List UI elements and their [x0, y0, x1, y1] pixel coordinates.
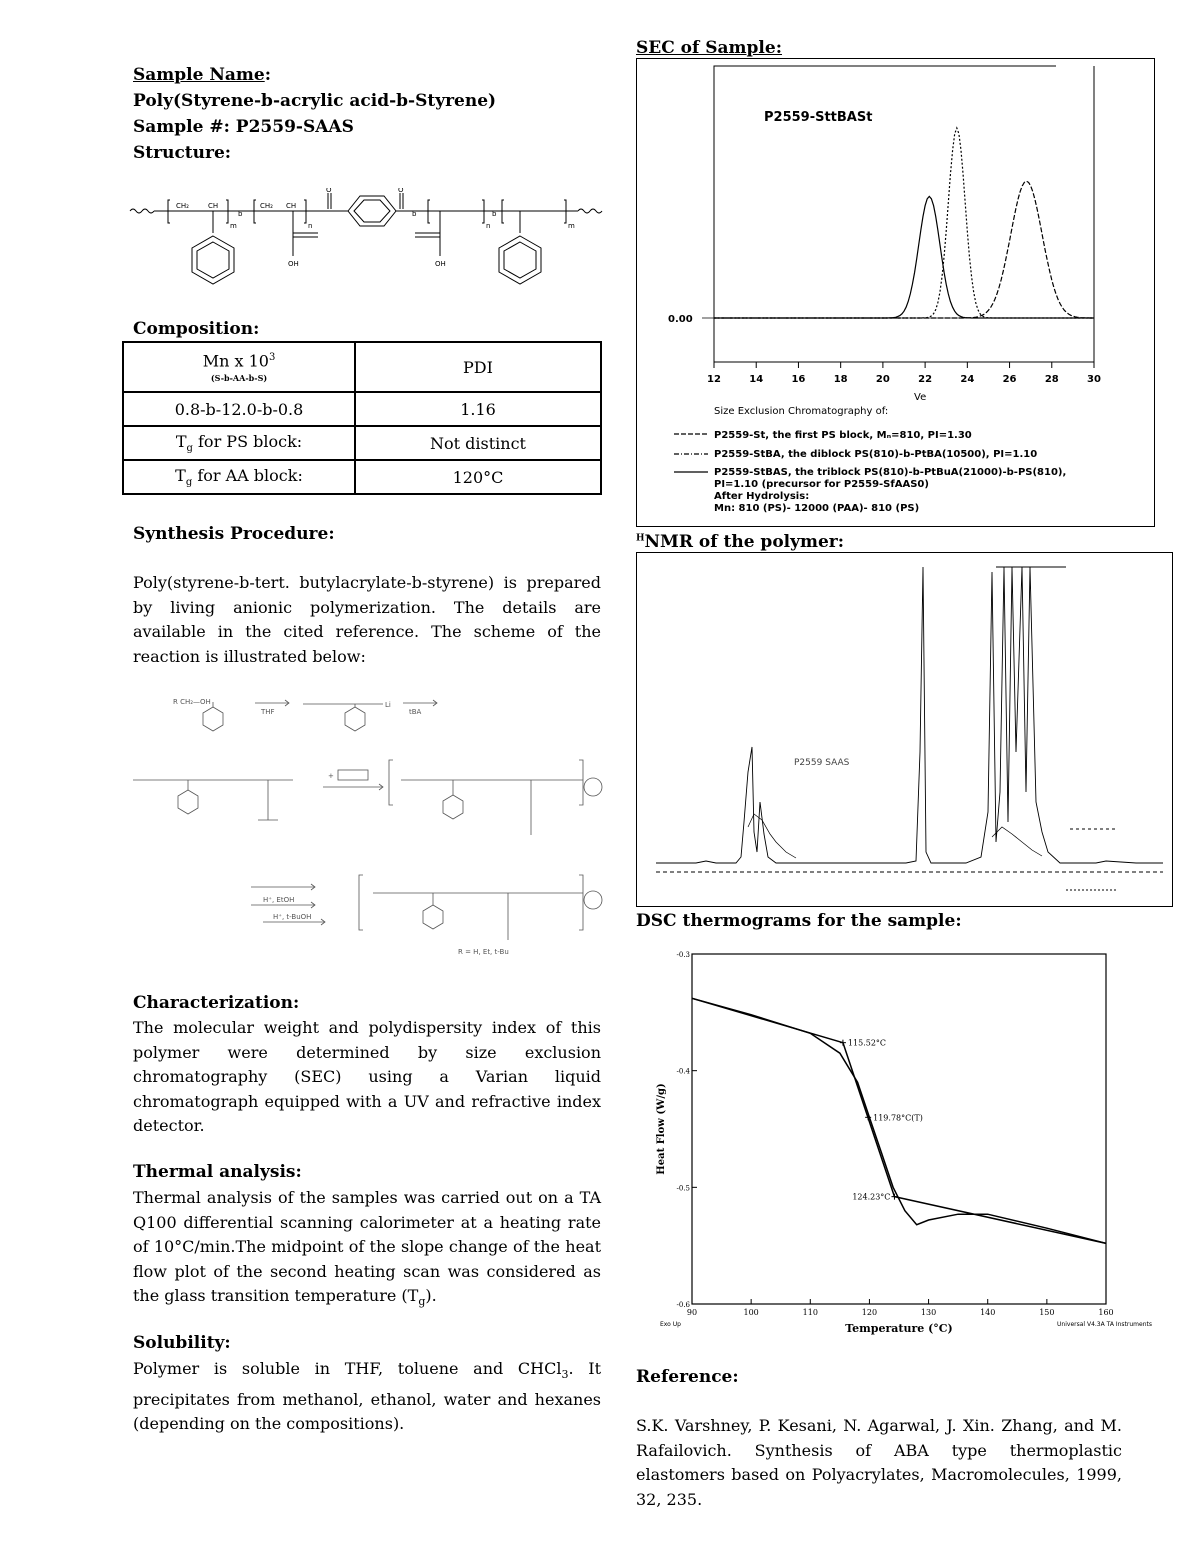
sec-series-line	[714, 181, 1094, 318]
composition-label: Composition:	[133, 319, 260, 339]
thermal-text-b: ).	[425, 1286, 437, 1305]
nmr-spectrum-chart	[636, 552, 1174, 908]
struct-label-ch2: CH₂	[176, 202, 189, 210]
header-mn-cell	[123, 342, 355, 392]
sec-x-tick-label: 28	[1044, 374, 1059, 385]
sec-x-tick-label: 24	[960, 374, 975, 385]
dsc-heading: DSC thermograms for the sample:	[636, 911, 962, 931]
legend-entry: P2559-St, the first PS block, Mₙ=810, PI=1.30	[714, 430, 972, 441]
struct-label-b2: b	[412, 210, 417, 218]
nmr-heading-sup: H	[636, 533, 645, 544]
solubility-text	[133, 1357, 601, 1437]
solubility-text-b: . It precipitates from methanol, ethanol, water and hexanes (depending on the compositions).	[133, 1359, 601, 1434]
thermal-heading: Thermal analysis:	[133, 1162, 302, 1182]
sec-x-tick-label: 18	[833, 374, 848, 385]
dsc-x-tick-label: 130	[920, 1308, 937, 1317]
thermal-text-a: Thermal analysis of the samples was carried out on a TA Q100 differential scanning calorimeter at a heating rate of 10°C/min.The midpoint of the slope change of the heat flow plot of the second heating scan was considered as the glass transition temperature (T	[133, 1188, 601, 1305]
row-value: 1.16	[355, 392, 601, 426]
row-label-sub: g	[186, 443, 193, 455]
sec-y-label: 0.00	[668, 314, 693, 325]
dsc-x-tick-label: 110	[802, 1308, 818, 1317]
row-label-rest: for PS block:	[192, 431, 303, 451]
scheme-label-thf: THF	[261, 708, 275, 716]
sec-caption: Size Exclusion Chromatography of:	[714, 406, 889, 417]
struct-label-m: m	[230, 222, 237, 230]
dsc-x-tick-label: 140	[980, 1308, 996, 1317]
struct-label-ch2-b: CH₂	[260, 202, 273, 210]
dsc-y-tick-label: -0.4	[676, 1067, 690, 1076]
nmr-heading-text: NMR of the polymer:	[644, 532, 845, 552]
legend-entry: P2559-StBAS, the triblock PS(810)-b-PtBuA(21000)-b-PS(810),	[714, 467, 1067, 478]
row-label-cell	[123, 460, 355, 494]
dsc-x-tick-label: 100	[743, 1308, 759, 1317]
sec-series-line	[714, 196, 1094, 318]
sec-x-tick-label: 22	[918, 374, 933, 385]
table-row	[123, 392, 601, 426]
dsc-tangent-line	[692, 998, 843, 1042]
header-pdi: PDI	[355, 342, 601, 392]
dsc-chart	[636, 940, 1156, 1340]
solubility-heading: Solubility:	[133, 1333, 231, 1353]
sample-name-label: Sample Name	[133, 65, 265, 85]
dsc-x-tick-label: 150	[1039, 1308, 1055, 1317]
struct-label-ch: CH	[208, 202, 219, 210]
composition-table	[122, 341, 602, 495]
characterization-text: The molecular weight and polydispersity index of this polymer were determined by size exclusion chromatography (SEC) using a Varian liquid chromatograph equipped with a UV and refractive index detector.	[133, 1018, 601, 1135]
row-label-sub: g	[185, 477, 193, 489]
dsc-annotation-label: 115.52°C	[847, 1038, 887, 1048]
sec-chart-title: P2559-SttBASt	[764, 110, 873, 125]
struct-label-o1: O	[326, 188, 332, 194]
dsc-x-tick-label: 90	[686, 1308, 698, 1317]
row-label-t: T	[175, 465, 186, 485]
legend-entry: P2559-StBA, the diblock PS(810)-b-PtBA(10500), PI=1.10	[714, 449, 1038, 460]
dsc-y-tick-label: -0.6	[676, 1301, 690, 1309]
table-header-row	[123, 342, 601, 392]
header-mn-sub: (S-b-AA-b-S)	[210, 372, 268, 383]
sample-header	[133, 62, 496, 166]
table-row	[123, 460, 601, 494]
synthesis-heading: Synthesis Procedure:	[133, 524, 335, 544]
dsc-x-label: Temperature (°C)	[845, 1322, 953, 1335]
sec-series-line	[714, 128, 1094, 318]
scheme-label-etoh: H⁺, EtOH	[263, 896, 295, 904]
solubility-text-sub: 3	[561, 1368, 569, 1382]
struct-label-ch-b: CH	[286, 202, 297, 210]
sec-x-tick-label: 14	[749, 374, 764, 385]
table-row	[123, 426, 601, 460]
nmr-sample-label: P2559 SAAS	[794, 758, 850, 768]
legend-entry: After Hydrolysis:	[714, 491, 810, 502]
struct-label-n: n	[308, 222, 313, 230]
structure-label: Structure:	[133, 143, 232, 163]
sec-x-tick-label: 16	[791, 374, 806, 385]
scheme-label-tbuoh: H⁺, t-BuOH	[273, 913, 312, 921]
struct-label-oh2: OH	[435, 260, 446, 268]
sec-x-label: Ve	[914, 392, 927, 403]
row-value: Not distinct	[355, 426, 601, 460]
row-label: 0.8-b-12.0-b-0.8	[123, 392, 355, 426]
reaction-scheme-diagram	[133, 690, 603, 965]
struct-label-n2: n	[486, 222, 491, 230]
sample-name: Poly(Styrene-b-acrylic acid-b-Styrene)	[133, 91, 497, 111]
struct-label-b3: b	[492, 210, 497, 218]
chemical-structure-diagram	[128, 188, 604, 298]
header-mn: Mn x 10	[202, 351, 269, 371]
sec-x-tick-label: 20	[875, 374, 890, 385]
dsc-y-tick-label: -0.3	[676, 951, 690, 959]
row-label-cell	[123, 426, 355, 460]
legend-entry: PI=1.10 (precursor for P2559-SfAAS0)	[714, 479, 929, 490]
dsc-vendor-label: Universal V4.3A TA Instruments	[1057, 1321, 1152, 1328]
dsc-x-tick-label: 120	[861, 1308, 878, 1317]
dsc-tangent-line	[894, 1197, 1106, 1244]
reference-heading: Reference:	[636, 1367, 739, 1387]
legend-entry: Mn: 810 (PS)- 12000 (PAA)- 810 (PS)	[714, 503, 920, 514]
characterization-heading: Characterization:	[133, 993, 300, 1013]
thermal-text-sub: g	[418, 1295, 426, 1309]
row-value: 120°C	[355, 460, 601, 494]
synthesis-text: Poly(styrene-b-tert. butylacrylate-b-styrene) is prepared by living anionic polymerization. The details are available in the cited reference. The scheme of the reaction is illustrated below:	[133, 573, 601, 666]
sec-chart	[636, 58, 1156, 528]
sample-number: Sample #: P2559-SAAS	[133, 117, 354, 137]
dsc-annotation-label: 119.78°C(T)	[873, 1113, 923, 1123]
sample-name-line	[133, 62, 496, 88]
dsc-y-label: Heat Flow (W/g)	[656, 1083, 667, 1175]
dsc-x-tick-label: 160	[1098, 1308, 1114, 1317]
struct-label-m2: m	[568, 222, 575, 230]
dsc-exo-label: Exo Up	[660, 1321, 681, 1328]
sec-x-tick-label: 26	[1002, 374, 1017, 385]
scheme-label-r: R = H, Et, t-Bu	[458, 948, 509, 956]
sec-heading: SEC of Sample:	[636, 38, 782, 58]
sec-x-tick-label: 30	[1087, 374, 1101, 385]
header-mn-sup: 3	[268, 352, 276, 364]
dsc-plot-frame	[692, 954, 1106, 1304]
row-label-rest: for AA block:	[192, 465, 303, 485]
scheme-label-reagent: R CH₂—OH	[173, 698, 211, 706]
thermal-text	[133, 1186, 601, 1315]
nmr-heading	[636, 532, 844, 552]
struct-label-b1: b	[238, 210, 243, 218]
struct-label-o2: O	[398, 188, 404, 194]
sample-name-colon: :	[264, 65, 271, 85]
scheme-label-li: Li	[385, 701, 391, 709]
reference-text: S.K. Varshney, P. Kesani, N. Agarwal, J. Xin. Zhang, and M. Rafailovich. Synthesis of ABA type thermoplastic elastomers based on Polyacrylates, Macromolecules, 1999, 32, 235.	[636, 1416, 1122, 1509]
scheme-label-tba: tBA	[409, 708, 422, 716]
row-label-t: T	[175, 431, 187, 451]
sec-x-tick-label: 12	[707, 374, 721, 385]
dsc-y-tick-label: -0.5	[676, 1184, 690, 1193]
struct-label-oh1: OH	[288, 260, 299, 268]
dsc-annotation-label: 124.23°C	[852, 1192, 891, 1202]
scheme-label-plus: +	[328, 772, 334, 780]
solubility-text-a: Polymer is soluble in THF, toluene and CHCl	[133, 1359, 562, 1378]
